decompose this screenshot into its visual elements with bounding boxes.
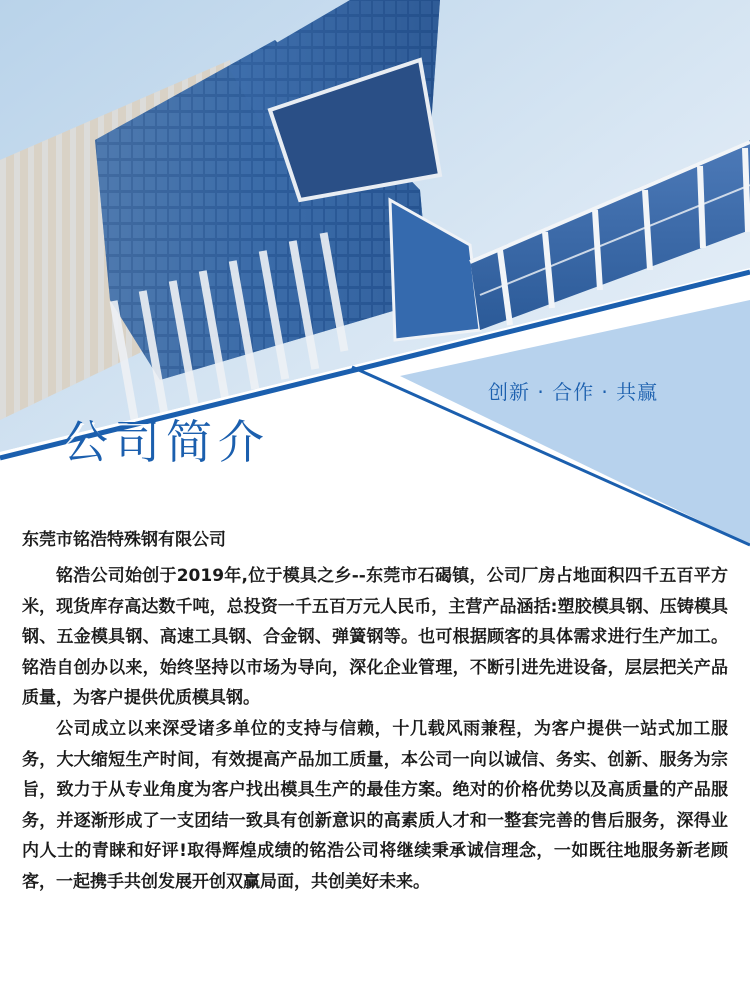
slogan-text: 创新 · 合作 · 共赢 <box>488 380 659 404</box>
company-name: 东莞市铭浩特殊钢有限公司 <box>22 530 226 550</box>
page-title: 公司简介 <box>62 415 270 469</box>
intro-paragraph: 公司成立以来深受诸多单位的支持与信赖，十几载风雨兼程，为客户提供一站式加工服务，大大缩短生产时间，有效提高产品加工质量，本公司一向以诚信、务实、创新、服务为宗旨，致力于从专业角度为客户找出模具生产的最佳方案。绝对的价格优势以及高质量的产品服务，并逐渐形成了一支团结一致具有创新意识的高素质人才和一整套完善的售后服务，深得业内人士的青睐和好评!取得辉煌成绩的铭浩公司将继续秉承诚信理念，一如既往地服务新老顾客，一起携手共创发展开创双赢局面，共创美好未来。 <box>22 718 728 892</box>
intro-body <box>22 561 728 898</box>
intro-paragraph: 铭浩公司始创于2019年,位于模具之乡--东莞市石碣镇，公司厂房占地面积四千五百平方米，现货库存高达数千吨，总投资一千五百万元人民币，主营产品涵括:塑胶模具钢、压铸模具钢、五金模具钢、高速工具钢、合金钢、弹簧钢等。也可根据顾客的具体需求进行生产加工。铭浩自创办以来，始终坚持以市场为导向，深化企业管理，不断引进先进设备，层层把关产品质量，为客户提供优质模具钢。 <box>22 566 728 709</box>
